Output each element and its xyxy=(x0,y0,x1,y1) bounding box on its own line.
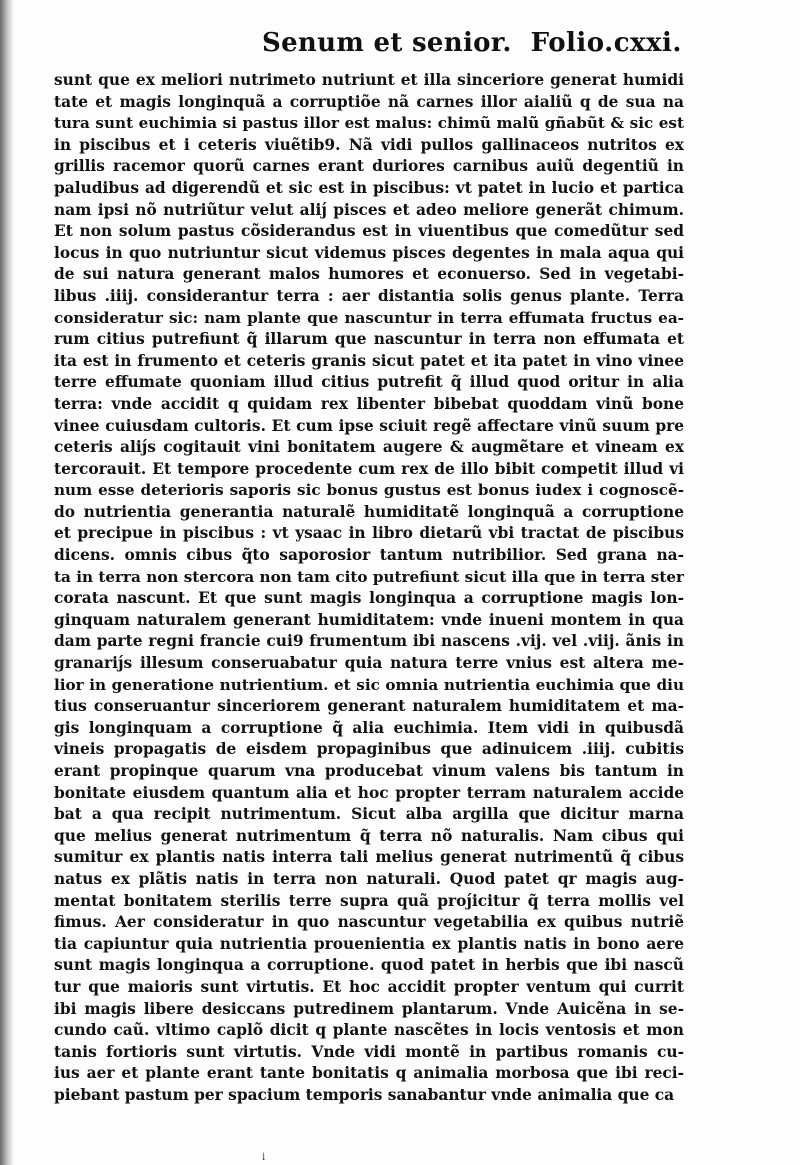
text-line: terra: vnde accidit q quidam rex libenter bibebat quoddam vinũ bone xyxy=(54,394,684,413)
running-title: Senum et senior. xyxy=(262,28,512,58)
text-line: num esse deterioris saporis sic bonus gustus est bonus iudex i cognoscẽ- xyxy=(54,481,684,500)
text-line: terre effumate quoniam illud citius putrefit q̃ illud quod oritur in alia xyxy=(54,373,684,392)
text-line: dicens. omnis cibus q̃to saporosior tantum nutribilior. Sed grana na- xyxy=(54,546,684,565)
text-line: nam ipsi nõ nutriũtur velut aliȷ́ pisces et adeo meliore generãt chimum. xyxy=(54,200,684,219)
text-line: in piscibus et i ceteris viuẽtib9. Nã vidi pullos gallinaceos nutritos ex xyxy=(54,135,684,154)
text-line: granariȷ́s illesum conseruabatur quia natura terre vnius est altera me- xyxy=(54,654,684,673)
text-line: erant propinque quarum vna producebat vinum valens bis tantum in xyxy=(54,762,684,780)
text-line: ceteris aliȷ́s cogitauit vini bonitatem augere & augmẽtare et vineam ex xyxy=(54,438,684,457)
text-line: corata nascunt. Et que sunt magis longinqua a corruptione magis lon- xyxy=(54,589,684,608)
text-line: consideratur sic: nam plante que nascuntur in terra effumata fructus ea- xyxy=(54,308,684,327)
text-line: bat a qua recipit nutrimentum. Sicut alba argilla que dicitur marna xyxy=(54,805,684,824)
text-line: fimus. Aer consideratur in quo nascuntur vegetabilia ex quibus nutriẽ xyxy=(54,913,684,932)
text-line: tate et magis longinquã a corruptiõe nã carnes illor aialiũ q de sua na xyxy=(54,92,684,111)
text-line: de sui natura generant malos humores et econuerso. Sed in vegetabi- xyxy=(54,265,684,284)
text-line: paludibus ad digerendũ et sic est in piscibus: vt patet in lucio et partica xyxy=(54,178,684,197)
text-line: lior in generatione nutrientium. et sic omnia nutrientia euchimia que diu xyxy=(54,675,684,694)
text-line: gis longinquam a corruptione q̃ alia euchimia. Item vidi in quibusdã xyxy=(54,718,684,737)
text-line: vineis propagatis de eisdem propaginibus que adinuicem .iiij. cubitis xyxy=(54,740,684,759)
text-line: tur que maioris sunt virtutis. Et hoc accidit propter ventum qui currit xyxy=(54,977,684,996)
text-line: cundo caũ. vltimo caplõ dicit q plante nascẽtes in locis ventosis et mon xyxy=(54,1021,684,1040)
text-line: sunt magis longinqua a corruptione. quod patet in herbis que ibi nascũ xyxy=(54,956,684,975)
text-line: mentat bonitatem sterilis terre supra quã proȷ́icitur q̃ terra mollis vel xyxy=(54,891,684,910)
text-line: ginquam naturalem generant humiditatem: vnde inueni montem in qua xyxy=(54,610,684,629)
text-line: vinee cuiusdam cultoris. Et cum ipse sciuit regẽ affectare vinũ suum pre xyxy=(54,416,684,435)
text-line: Et non solum pastus cõsiderandus est in viuentibus que comedũtur sed xyxy=(54,222,684,241)
text-line: rum citius putrefiunt q̃ illarum que nascuntur in terra non effumata et xyxy=(54,330,684,349)
text-line: que melius generat nutrimentum q̃ terra nõ naturalis. Nam cibus qui xyxy=(54,826,684,845)
text-line: tia capiuntur quia nutrientia prouenientia ex plantis natis in bono aere xyxy=(54,934,684,953)
text-line: sumitur ex plantis natis interra tali melius generat nutrimentũ q̃ cibus xyxy=(54,848,684,867)
text-line: tanis fortioris sunt virtutis. Vnde vidi montẽ in partibus romanis cu- xyxy=(54,1042,684,1061)
text-line: et precipue in piscibus : vt ysaac in libro dietarũ vbi tractat de piscibus xyxy=(54,524,684,543)
text-line: natus ex plãtis natis in terra non naturali. Quod patet qr magis aug- xyxy=(54,869,684,888)
text-line: ita est in frumento et ceteris granis sicut patet et ita patet in vino vinee xyxy=(54,351,684,370)
text-line: ibi magis libere desiccans putredinem plantarum. Vnde Auicẽna in se- xyxy=(54,999,684,1018)
text-line: dam parte regni francie cui9 frumentum ibi nascens .vij. vel .viij. ãnis in xyxy=(54,632,684,651)
text-block xyxy=(54,70,684,1107)
text-line: do nutrientia generantia naturalẽ humiditatẽ longinquã a corruptione xyxy=(54,502,684,521)
text-line: bonitate eiusdem quantum alia et hoc propter terram naturalem accide xyxy=(54,783,684,802)
text-line: tercorauit. Et tempore procedente cum rex de illo bibit competit illud vi xyxy=(54,459,684,478)
text-line: tius conseruantur sinceriorem generant naturalem humiditatem et ma- xyxy=(54,697,684,716)
text-line: tura sunt euchimia si pastus illor est malus: chimũ malũ gñabũt & sic est xyxy=(54,114,684,133)
folio-number: Folio.cxxi. xyxy=(530,28,682,58)
text-line: grillis racemor quorũ carnes erant duriores carnibus auiũ degentiũ in xyxy=(54,157,684,176)
text-line: locus in quo nutriuntur sicut videmus pisces degentes in mala aqua qui xyxy=(54,243,684,262)
bottom-mark: ⅰ xyxy=(262,1152,266,1163)
page-gutter-shadow xyxy=(0,0,14,1165)
text-line: ta in terra non stercora non tam cito putrefiunt sicut illa que in terra ster xyxy=(54,567,684,586)
page-header xyxy=(262,28,682,66)
text-line: sunt que ex meliori nutrimeto nutriunt et illa sinceriore generat humidi xyxy=(54,71,684,89)
text-line: libus .iiij. considerantur terra : aer distantia solis genus plante. Terra xyxy=(54,286,684,305)
text-line: ius aer et plante erant tante bonitatis q animalia morbosa que ibi reci- xyxy=(54,1064,684,1083)
text-line: piebant pastum per spacium temporis sanabantur vnde animalia que ca xyxy=(54,1085,675,1104)
